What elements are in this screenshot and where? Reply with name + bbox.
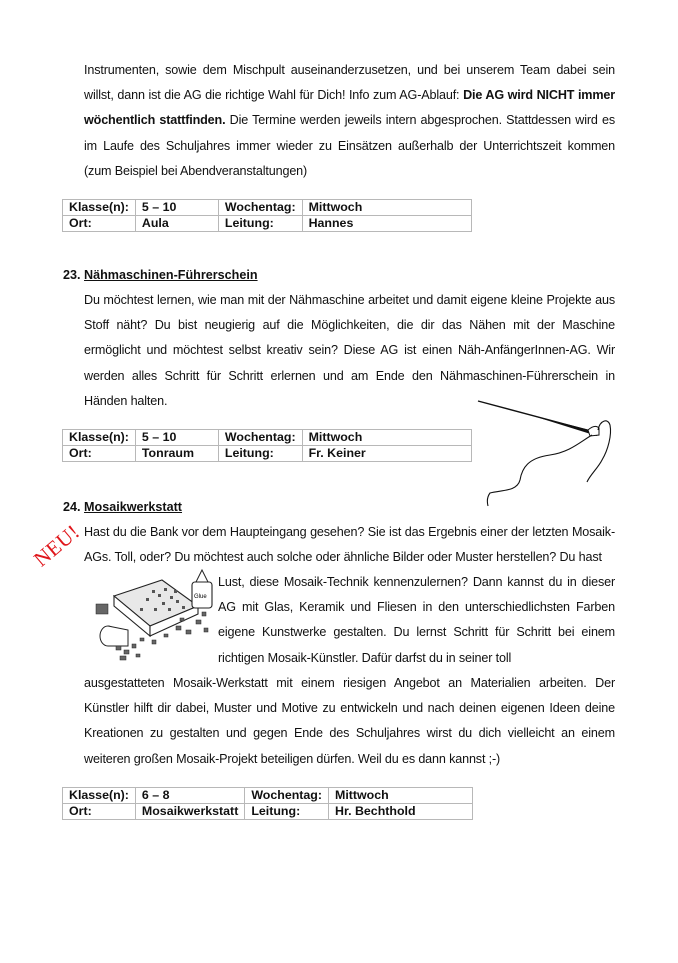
wochentag-value: Mittwoch (302, 200, 471, 216)
table-row (63, 446, 472, 462)
table-row (63, 200, 472, 216)
leitung-value: Hannes (302, 216, 471, 232)
ort-label: Ort: (63, 446, 136, 462)
ort-value: Aula (135, 216, 218, 232)
klasse-label: Klasse(n): (63, 200, 136, 216)
new-badge: NEU! (29, 519, 85, 572)
leitung-label: Leitung: (245, 804, 329, 820)
klasse-label: Klasse(n): (63, 788, 136, 804)
klasse-value: 6 – 8 (135, 788, 244, 804)
section-24-description-bottom: ausgestatteten Mosaik-Werkstatt mit einem riesigen Angebot an Materialien arbeiten. Der Künstler hilft dir dabei, Muster und Motive zu entwickeln und nach deinen eigenen Ideen deine Kreationen zu gestalten und gegen Ende des Schuljahres wirst du dich vielleicht an einem weiteren großen Mosaik-Projekt beteiligen dürfen. Weil du es dann kannst ;-) (84, 676, 615, 766)
mosaic-tiles-glue-icon (92, 568, 218, 664)
needle-and-thread-icon (470, 390, 630, 510)
paragraph-text: Die Termine werden jeweils intern abgesprochen. Stattdessen wird es im Laufe des Schuljahres immer wieder zu Einsätzen außerhalb der Unterrichtszeit kommen (zum Beispiel bei Abendveranstaltungen) (84, 113, 615, 178)
ort-value: Mosaikwerkstatt (135, 804, 244, 820)
wochentag-value: Mittwoch (302, 430, 471, 446)
section-number: 24. (63, 500, 81, 514)
leitung-value: Fr. Keiner (302, 446, 471, 462)
ort-label: Ort: (63, 804, 136, 820)
section-23-description: Du möchtest lernen, wie man mit der Nähmaschine arbeitet und damit eigene kleine Projekte aus Stoff näht? Du bist neugierig auf die Möglichkeiten, die dir das Nähen mit der Maschine ermöglicht und möchtest selbst kreativ sein? Diese AG ist einen Näh-AnfängerInnen-AG. Wir werden alles Schritt für Schritt erlernen und am Ende den Nähmaschinen-Führerschein in Händen halten. (84, 293, 615, 408)
table-row (63, 216, 472, 232)
wochentag-label: Wochentag: (245, 788, 329, 804)
section-24-info-table (62, 787, 473, 820)
table-row (63, 804, 473, 820)
section-24-description-top: Hast du die Bank vor dem Haupteingang gesehen? Sie ist das Ergebnis einer der letzten Mosaik-AGs. Toll, oder? Du möchtest auch solche oder ähnliche Bilder oder Muster herstellen? Du hast (84, 525, 615, 565)
section-24-description-beside-image: Lust, diese Mosaik-Technik kennenzulernen? Dann kannst du in dieser AG mit Glas, Keramik und Fliesen in den unterschiedlichsten Farben eigene Kunstwerke gestalten. Du lernst Schritt für Schritt bei einem richtigen Mosaik-Künstler. Dafür darfst du in seiner toll (218, 575, 615, 665)
wochentag-value: Mittwoch (329, 788, 473, 804)
leitung-label: Leitung: (218, 446, 302, 462)
klasse-label: Klasse(n): (63, 430, 136, 446)
section-title: Nähmaschinen-Führerschein (84, 268, 258, 282)
table-row (63, 788, 473, 804)
klasse-value: 5 – 10 (135, 430, 218, 446)
ort-value: Tonraum (135, 446, 218, 462)
leitung-value: Hr. Bechthold (329, 804, 473, 820)
section-22-description (84, 58, 615, 184)
glue-label: Glue (194, 594, 207, 600)
bold-notice: Die AG wird NICHT immer wöchentlich stattfinden. (84, 88, 616, 128)
section-23-heading (63, 268, 258, 282)
section-22-info-table (62, 199, 472, 232)
table-row (63, 430, 472, 446)
section-24-heading (63, 500, 182, 514)
wochentag-label: Wochentag: (218, 200, 302, 216)
wochentag-label: Wochentag: (218, 430, 302, 446)
klasse-value: 5 – 10 (135, 200, 218, 216)
paragraph-text: Instrumenten, sowie dem Mischpult auseinanderzusetzen, und bei unserem Team dabei sein willst, dann ist die AG die richtige Wahl für Dich! Info zum AG-Ablauf: (84, 63, 615, 103)
section-number: 23. (63, 268, 81, 282)
ort-label: Ort: (63, 216, 136, 232)
section-23-info-table (62, 429, 472, 462)
leitung-label: Leitung: (218, 216, 302, 232)
section-title: Mosaikwerkstatt (84, 500, 183, 514)
